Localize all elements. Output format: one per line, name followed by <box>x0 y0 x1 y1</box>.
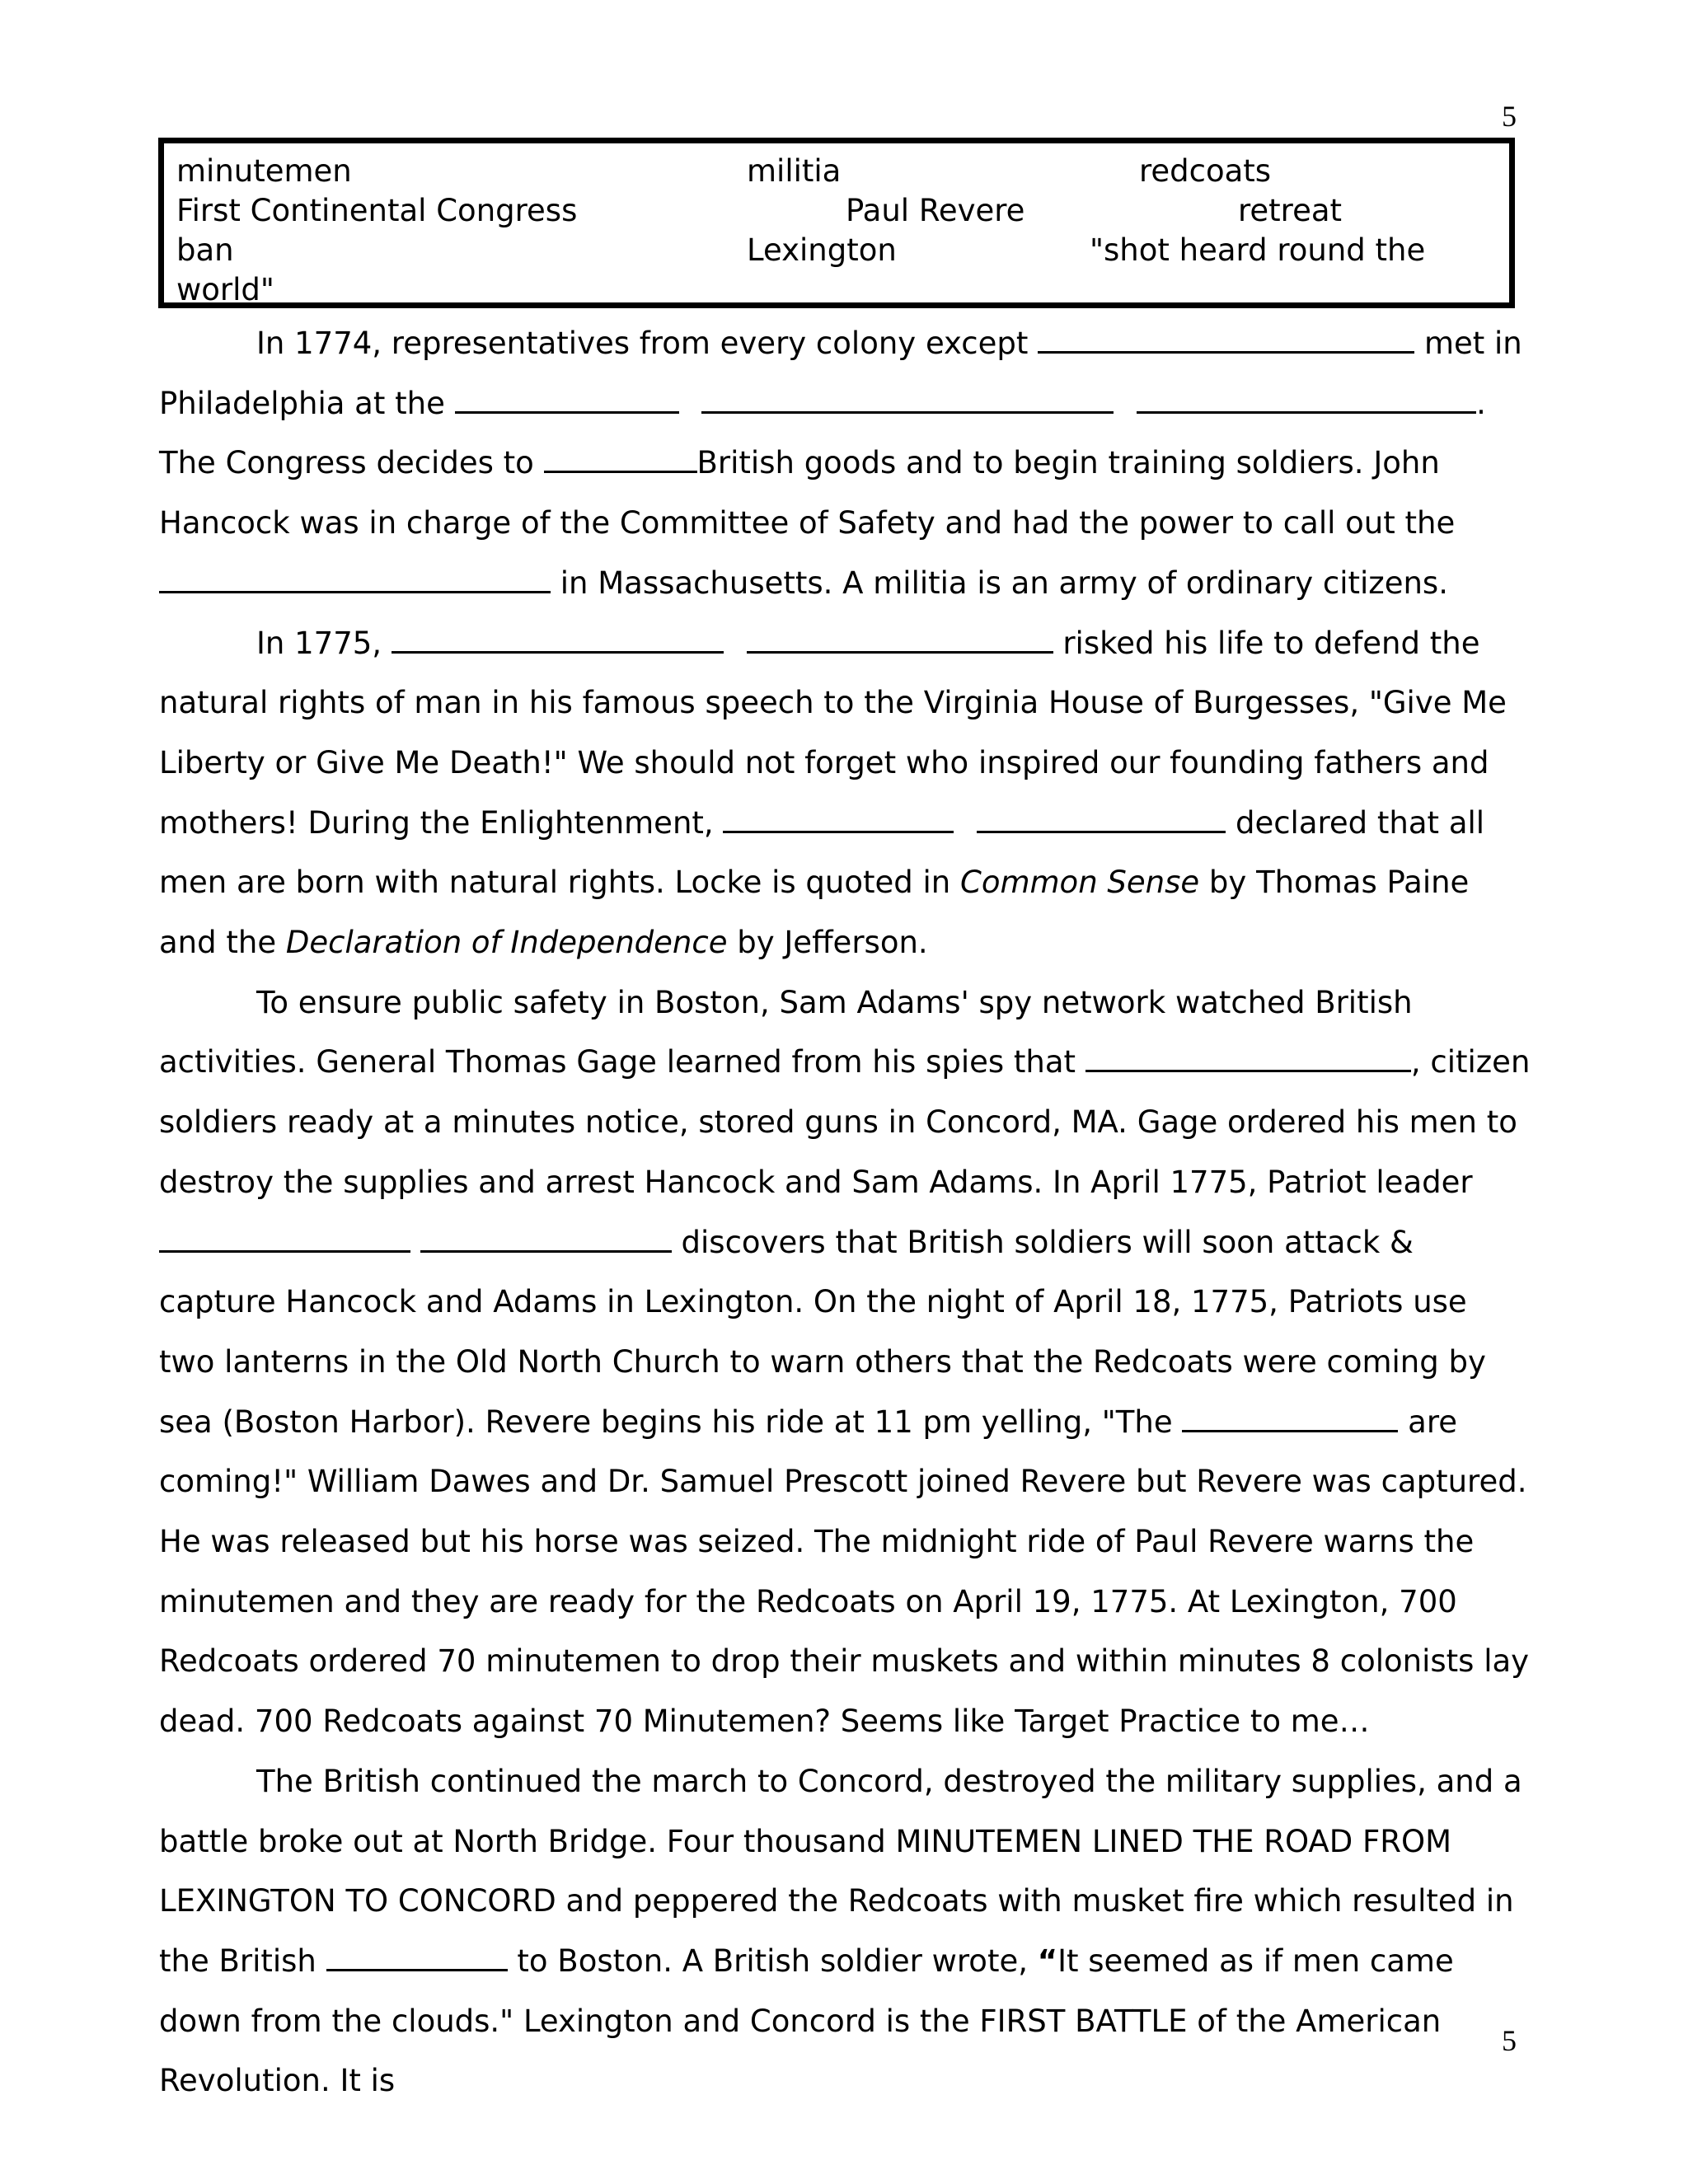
paragraph-1 <box>159 314 1531 614</box>
paragraph-2 <box>159 614 1531 973</box>
worksheet-body <box>159 314 1531 2111</box>
text-run: , citizen soldiers ready at a minutes notice, stored guns in Concord, MA. Gage ordered his men to destroy the supplies and arrest Hancock and Sam Adams. In April 1775, Patriot leader <box>159 1044 1531 1200</box>
text-run: by Thomas Paine and the <box>159 865 1470 961</box>
answer-blank[interactable] <box>1182 1402 1398 1432</box>
answer-blank[interactable] <box>701 383 1114 414</box>
answer-blank[interactable] <box>723 803 954 833</box>
document-title-declaration: Declaration of Independence <box>285 925 728 961</box>
text-run: The British continued the march to Concord, destroyed the military supplies, and a battle broke out at North Bridge. Four thousand MINUTEMEN LINED THE ROAD FROM LEXINGTON TO CONCORD and peppered the Redcoats with musket fire which resulted in the British <box>159 1763 1522 1979</box>
text-run: British goods and to begin training soldiers. John Hancock was in charge of the Committee of Safety and had the power to call out the <box>159 445 1456 541</box>
word-bank-lexington: Lexington <box>747 232 897 268</box>
book-title-common-sense: Common Sense <box>960 865 1200 901</box>
text-run: to Boston. A British soldier wrote, <box>517 1943 1028 1979</box>
word-bank-ban: ban <box>176 232 234 268</box>
answer-blank[interactable] <box>1038 323 1414 354</box>
word-bank-shot-heard: "shot heard round the <box>1090 232 1426 268</box>
word-bank-minutemen: minutemen <box>176 153 352 189</box>
answer-blank[interactable] <box>747 623 1053 654</box>
paragraph-3 <box>159 973 1531 1752</box>
text-run: It seemed as if men came down from the clouds." Lexington and Concord is the FIRST BATTLE of the American Revolution. It is <box>159 1943 1454 2099</box>
page-number-top: 5 <box>1502 100 1517 133</box>
word-bank-militia: militia <box>747 153 842 189</box>
answer-blank[interactable] <box>392 623 724 654</box>
text-run: In 1774, representatives from every colony except <box>256 326 1029 361</box>
answer-blank[interactable] <box>159 563 551 593</box>
text-run: by Jefferson. <box>737 925 928 961</box>
text-run: risked his life to defend the natural rights of man in his famous speech to the Virginia House of Burgesses, "Give Me Liberty or Give Me Death!" We should not forget who inspired our founding fathers and mothers! During the Enlightenment, <box>159 625 1507 841</box>
word-bank-shot-heard-cont: world" <box>176 272 274 307</box>
answer-blank[interactable] <box>1085 1042 1411 1072</box>
paragraph-4 <box>159 1752 1531 2111</box>
text-run: are coming!" William Dawes and Dr. Samuel Prescott joined Revere but Revere was captured. He was released but his horse was seized. The midnight ride of Paul Revere warns the minutemen and they are ready for the Redcoats on April 19, 1775. At Lexington, 700 Redcoats ordered 70 minutemen to drop their muskets and within minutes 8 colonists lay dead. 700 Redcoats against 70 Minutemen? Seems like Target Practice to me… <box>159 1404 1530 1740</box>
word-bank-box <box>158 138 1515 308</box>
text-run: discovers that British soldiers will soon attack & capture Hancock and Adams in Lexington. On the night of April 18, 1775, Patriots use two lanterns in the Old North Church to warn others that the Redcoats were coming by sea (Boston Harbor). Revere begins his ride at 11 pm yelling, "The <box>159 1224 1486 1440</box>
text-run: . <box>1476 385 1486 421</box>
word-bank-retreat: retreat <box>1238 193 1343 228</box>
text-run: To ensure public safety in Boston, Sam Adams' spy network watched British activities. General Thomas Gage learned from his spies that <box>159 984 1413 1080</box>
quote-mark: “ <box>1037 1943 1058 1979</box>
text-run: met in Philadelphia at the <box>159 326 1522 421</box>
answer-blank[interactable] <box>455 383 679 414</box>
text-run: in Massachusetts. A militia is an army of ordinary citizens. <box>560 565 1448 601</box>
answer-blank[interactable] <box>1137 383 1476 414</box>
text-run: The Congress decides to <box>159 445 534 481</box>
word-bank-redcoats: redcoats <box>1139 153 1272 189</box>
answer-blank[interactable] <box>326 1941 508 1971</box>
word-bank-first-continental-congress: First Continental Congress <box>176 193 578 228</box>
word-bank-paul-revere: Paul Revere <box>846 193 1025 228</box>
text-run: declared that all men are born with natural rights. Locke is quoted in <box>159 804 1485 901</box>
answer-blank[interactable] <box>159 1222 410 1253</box>
page-number-bottom: 5 <box>1502 2024 1517 2057</box>
answer-blank[interactable] <box>420 1222 672 1253</box>
answer-blank[interactable] <box>544 443 697 473</box>
answer-blank[interactable] <box>977 803 1226 833</box>
text-run: In 1775, <box>256 625 382 661</box>
